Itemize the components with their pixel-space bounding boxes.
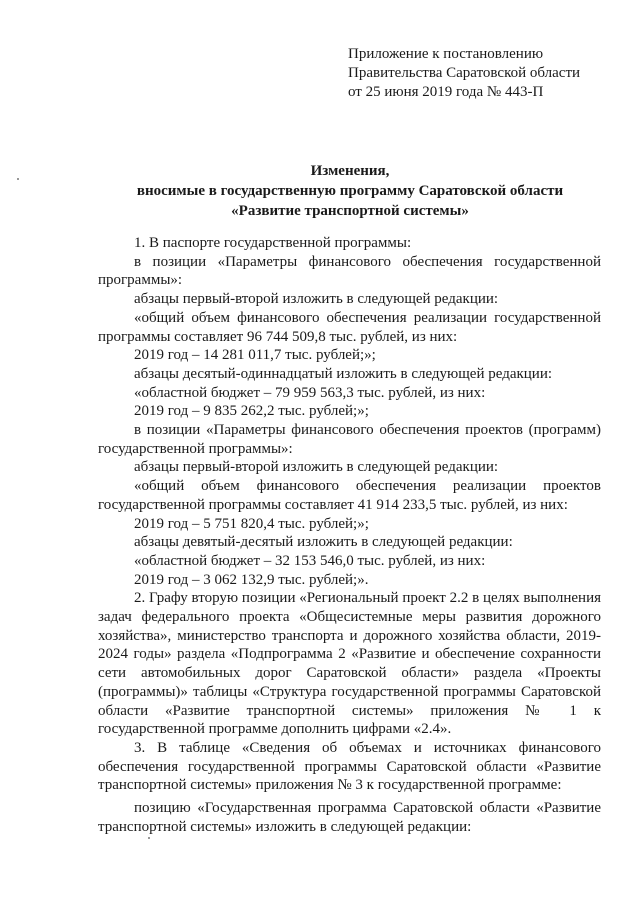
scan-speck bbox=[17, 178, 19, 180]
title-line-1: Изменения, bbox=[310, 163, 390, 179]
paragraph: 1. В паспорте государственной программы: bbox=[134, 235, 412, 251]
paragraph: позицию «Государственная программа Саратовской области «Развитие транспортной системы» изложить в следующей редакции: bbox=[98, 800, 601, 835]
paragraph: в позиции «Параметры финансового обеспечения проектов (программ) государственной программы»: bbox=[98, 422, 601, 457]
paragraph: абзацы девятый-десятый изложить в следующей редакции: bbox=[134, 534, 513, 551]
appendix-line-3: от 25 июня 2019 года № 443-П bbox=[348, 84, 544, 100]
paragraph: «общий объем финансового обеспечения реализации государственной программы составляет 96 744 509,8 тыс. рублей, из них: bbox=[98, 309, 601, 345]
paragraph: абзацы первый-второй изложить в следующей редакции: bbox=[134, 459, 499, 476]
document-body bbox=[98, 234, 601, 837]
paragraph: в позиции «Параметры финансового обеспечения государственной программы»: bbox=[98, 253, 601, 289]
paragraph: «областной бюджет – 79 959 563,3 тыс. рублей, из них: bbox=[134, 384, 486, 401]
paragraph: 2. Графу вторую позиции «Региональный проект 2.2 в целях выполнения задач федерального проекта «Общесистемные меры развития дорожного хозяйства», министерство транспорта и дорожного хозяйства области, 2019-2024 годы» раздела «Подпрограмма 2 «Развитие и обеспечение сохранности сети автомобильных дорог Саратовской области» раздела «Проекты (программы)» таблицы «Структура государственной программы Саратовской области «Развитие транспортной системы» приложения № 1 к государственной программе дополнить цифрами «2.4». bbox=[98, 590, 601, 738]
paragraph: 2019 год – 14 281 011,7 тыс. рублей;»; bbox=[134, 347, 376, 364]
appendix-line-2: Правительства Саратовской области bbox=[348, 65, 581, 81]
paragraph: абзацы первый-второй изложить в следующей редакции: bbox=[134, 291, 499, 308]
scan-speck bbox=[148, 837, 150, 839]
title-line-3: «Развитие транспортной системы» bbox=[231, 203, 469, 219]
paragraph: 3. В таблице «Сведения об объемах и источниках финансового обеспечения государственной программы Саратовской области «Развитие транспортной системы» приложения № 3 к государственной программе: bbox=[98, 739, 601, 794]
paragraph: 2019 год – 9 835 262,2 тыс. рублей;»; bbox=[134, 403, 369, 420]
appendix-line-1: Приложение к постановлению bbox=[348, 46, 544, 62]
appendix-header bbox=[348, 45, 633, 102]
paragraph: абзацы десятый-одиннадцатый изложить в следующей редакции: bbox=[134, 365, 553, 382]
paragraph: «общий объем финансового обеспечения реализации проектов государственной программы составляет 41 914 233,5 тыс. рублей, из них: bbox=[98, 478, 601, 513]
paragraph: 2019 год – 3 062 132,9 тыс. рублей;». bbox=[134, 571, 369, 588]
paragraph: 2019 год – 5 751 820,4 тыс. рублей;»; bbox=[134, 515, 369, 532]
title-line-2: вносимые в государственную программу Саратовской области bbox=[136, 183, 564, 199]
paragraph: «областной бюджет – 32 153 546,0 тыс. рублей, из них: bbox=[134, 552, 486, 569]
document-title bbox=[60, 161, 640, 221]
